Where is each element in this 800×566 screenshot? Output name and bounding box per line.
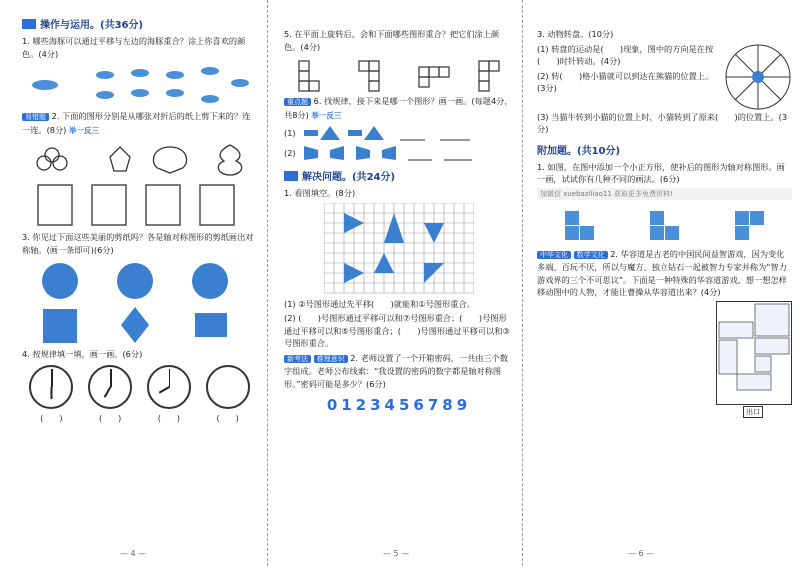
question-2: 易错题 2. 下面的图形分别是从哪张对折后的纸上剪下来的？连一连。(8分) 举一反三 [22,111,251,135]
dolphin-figures [22,62,257,110]
bonus-1: 1. 如图，在图中添加一个小正方形，使补后的图形为轴对称图形。画一画，试试你有几种不同的画法。(6分) [537,161,785,184]
huarongdao-board [537,301,792,416]
more-link[interactable]: 举一反三 [311,110,342,120]
clock-answers [22,413,257,424]
folded-papers-image [30,181,250,229]
huarongdao-pieces [717,302,791,392]
page-number: — 5 — [383,549,410,558]
animal-wheel [724,43,792,111]
question-3-part-1: (1) 转盘的运动是( )现象，图中的方向是在按( )时针转动。(4分) [537,43,714,66]
page-number: — 4 — [120,549,147,558]
question-3-part-2: (2) 转( )格小猫就可以到达在熊猫的位置上。(3分) [537,70,714,93]
question-5: 5. 在平面上旋转后，会和下面哪些图形重合？把它们涂上颜色。(4分) [284,29,500,52]
figure-3 [735,211,764,240]
pattern-2: (2) [284,144,514,162]
section-heading: 操作与运用。(共36分) [22,16,257,31]
clock-1 [29,365,73,409]
problem-2: 新考法 推理意识 2. 老师设置了一个开箱密码，一共由三个数字组成。老师公布线索：“我设置的密码的数字都是轴对称图形。”密码可能是多少？(6分) [284,352,509,389]
figure-2 [650,211,679,240]
problem-1-part-1: (1) ②号图形通过先平移( )就能和①号图形重合。 [284,298,475,309]
paper-cuttings-image [25,259,255,347]
answer-blank[interactable]: ( ) [40,413,63,423]
grid-figure [284,202,514,298]
pattern-1: (1) [284,124,514,142]
question-4: 4. 按规律填一填，画一画。(6分) [22,349,143,359]
more-link[interactable]: 举一反三 [68,125,99,135]
clocks-row [22,363,257,411]
folded-papers [22,179,257,231]
paper-cuttings [22,258,257,348]
rotation-shapes-image [289,57,509,93]
exit-label: 出口 [743,406,763,418]
bonus-2: 中华文化 数学文化 2. 华容道是古老的中国民间益智游戏，因为变化多端、百玩不厌，所以与魔方、独立钻石一起被智力专家并称为“智力游戏界的三个不可思议”。下面是一种特殊的华容道游戏，想一想怎样移动图中的人物，才能让曹操从华容道出来？(4分) [537,248,787,297]
pattern-1-image [300,124,480,142]
question-1: 1. 哪些海豚可以通过平移与左边的海豚重合？涂上你喜欢的颜色。(4分) [22,36,246,59]
clock-2 [88,365,132,409]
page-number: — 6 — [628,549,655,558]
promo-banner: 加微信 xuebaziliao11 获取更多免费资料! [537,188,792,200]
section-heading: 附加题。(共10分) [537,145,621,157]
problem-1-part-2: (2) ( )号图形通过平移可以和⑦号图形重合；( )号图形通过平移可以和⑤号图形重合；( )号图形通过平移可以和③号图形重合。 [284,313,510,348]
dolphins-image [25,63,255,109]
huarongdao-grid [716,301,792,416]
page-6 [523,0,800,566]
problem-1: 1. 看图填空。(8分) [284,188,356,198]
question-3-part-3: (3) 当猫牛转到小猫的位置上时，小猫转到了原来( )的位置上。(3分) [537,111,788,134]
translation-grid [324,203,474,297]
rotation-shapes [284,55,514,95]
shapes-image [30,141,250,177]
cutout-shapes [22,139,257,179]
pattern-2-image [300,144,480,162]
answer-blank[interactable]: ( ) [216,413,239,423]
question-3: 3. 动物转盘。(10分) [537,29,614,39]
question-3: 3. 你见过下面这些美丽的剪纸吗？各是轴对称图形的剪纸画出对称轴。(画一条即可)(6分) [22,232,254,255]
page-4 [0,0,268,566]
digit-row: 0123456789 [326,396,472,414]
page-5 [268,0,523,566]
clock-4 [206,365,250,409]
square-figures [537,204,792,248]
answer-blank[interactable]: ( ) [157,413,180,423]
question-6: 重点题 6. 找规律，接下来是哪一个图形？画一画。(每题4分，共8分) 举一反三 [284,96,513,120]
answer-blank[interactable]: ( ) [99,413,122,423]
clock-3 [147,365,191,409]
section-heading: 解决问题。(共24分) [284,168,514,183]
figure-1 [565,211,594,240]
